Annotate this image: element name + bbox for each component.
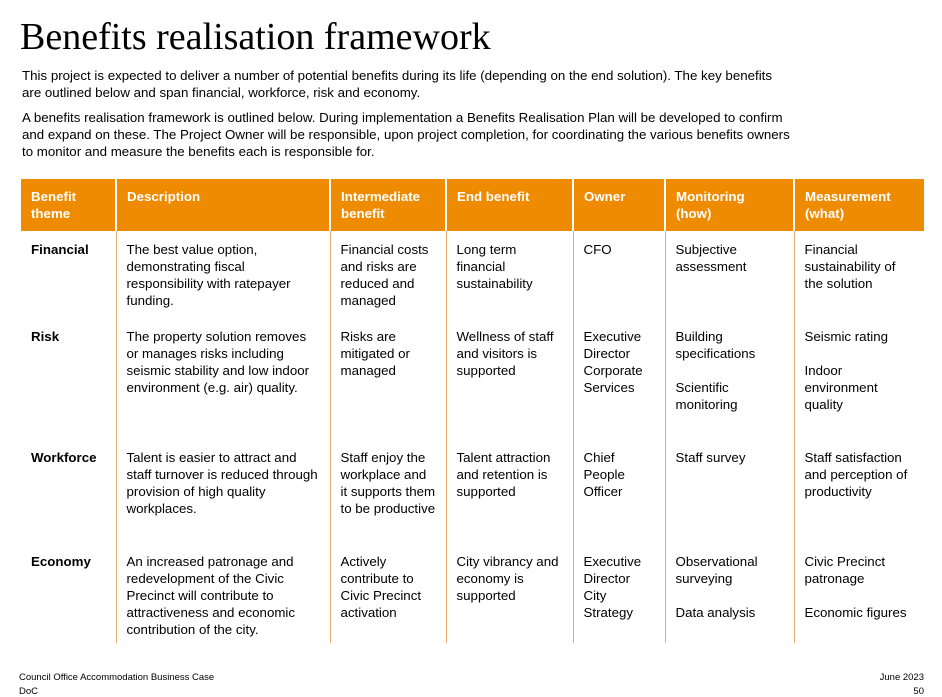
- cell-owner: CFO: [573, 231, 665, 318]
- footer-page-number: 50: [913, 686, 924, 697]
- cell-intermediate: Actively contribute to Civic Precinct activation: [330, 543, 446, 643]
- measurement-item: Economic figures: [804, 605, 907, 620]
- monitoring-item: Subjective assessment: [675, 242, 747, 274]
- cell-end: Talent attraction and retention is supported: [446, 439, 573, 543]
- measurement-item: Staff satisfaction and perception of productivity: [804, 450, 908, 499]
- table-row: [21, 439, 924, 543]
- intro-paragraph-2: A benefits realisation framework is outlined below. During implementation a Benefits Realisation Plan will be developed to confirm and expand on these. The Project Owner will be responsible, upon project completion, for coordinating the various benefits owners to monitor and measure the benefits each is responsible for.: [22, 110, 790, 159]
- cell-monitoring: [665, 543, 794, 643]
- cell-theme: Risk: [21, 318, 116, 439]
- cell-measurement: [794, 231, 924, 318]
- header-owner: Owner: [573, 179, 665, 231]
- cell-end: City vibrancy and economy is supported: [446, 543, 573, 643]
- header-end-benefit: End benefit: [446, 179, 573, 231]
- cell-theme: Workforce: [21, 439, 116, 543]
- table-header-row: [21, 179, 924, 231]
- intro-paragraph-1: This project is expected to deliver a number of potential benefits during its life (depending on the end solution). The key benefits are outlined below and span financial, workforce, risk and economy.: [22, 68, 773, 100]
- header-intermediate-benefit: Intermediate benefit: [330, 179, 446, 231]
- cell-description: The best value option, demonstrating fiscal responsibility with ratepayer funding.: [116, 231, 330, 318]
- cell-end: Long term financial sustainability: [446, 231, 573, 318]
- cell-description: An increased patronage and redevelopment of the Civic Precinct will contribute to attractiveness and economic contribution of the city.: [116, 543, 330, 643]
- cell-measurement: [794, 439, 924, 543]
- footer-document-title: Council Office Accommodation Business Case: [19, 672, 215, 683]
- cell-intermediate: Staff enjoy the workplace and it supports them to be productive: [330, 439, 446, 543]
- footer-date: June 2023: [879, 672, 924, 683]
- cell-monitoring: [665, 231, 794, 318]
- table-row: [21, 543, 924, 643]
- measurement-item: Civic Precinct patronage: [804, 554, 886, 586]
- monitoring-item: Scientific monitoring: [675, 380, 738, 412]
- cell-theme: Economy: [21, 543, 116, 643]
- benefits-table: [21, 179, 924, 643]
- cell-measurement: [794, 318, 924, 439]
- table-row: [21, 231, 924, 318]
- cell-owner: Executive Director Corporate Services: [573, 318, 665, 439]
- cell-intermediate: Risks are mitigated or managed: [330, 318, 446, 439]
- cell-measurement: [794, 543, 924, 643]
- monitoring-item: Observational surveying: [675, 554, 758, 586]
- header-monitoring: Monitoring (how): [665, 179, 794, 231]
- header-measurement: Measurement (what): [794, 179, 924, 231]
- cell-owner: Chief People Officer: [573, 439, 665, 543]
- header-description: Description: [116, 179, 330, 231]
- cell-owner: Executive Director City Strategy: [573, 543, 665, 643]
- table-row: [21, 318, 924, 439]
- measurement-item: Seismic rating: [804, 329, 889, 344]
- cell-end: Wellness of staff and visitors is supported: [446, 318, 573, 439]
- header-benefit-theme: Benefit theme: [21, 179, 116, 231]
- footer-organisation: DoC: [19, 686, 39, 697]
- cell-description: The property solution removes or manages risks including seismic stability and low indoor environment (e.g. air) quality.: [116, 318, 330, 439]
- cell-theme: Financial: [21, 231, 116, 318]
- cell-description: Talent is easier to attract and staff turnover is reduced through provision of high quality workplaces.: [116, 439, 330, 543]
- monitoring-item: Building specifications: [675, 329, 756, 361]
- measurement-item: Indoor environment quality: [804, 363, 878, 412]
- cell-monitoring: [665, 318, 794, 439]
- measurement-item: Financial sustainability of the solution: [804, 242, 896, 291]
- monitoring-item: Staff survey: [675, 450, 746, 465]
- cell-monitoring: [665, 439, 794, 543]
- monitoring-item: Data analysis: [675, 605, 756, 620]
- page-title: Benefits realisation framework: [20, 16, 491, 58]
- cell-intermediate: Financial costs and risks are reduced and managed: [330, 231, 446, 318]
